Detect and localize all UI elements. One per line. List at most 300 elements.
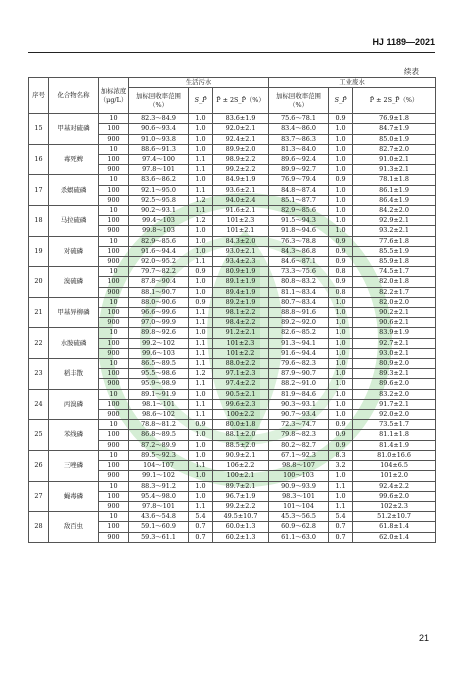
cell-mean-sd: 84.2±2.0 — [353, 206, 436, 216]
cell-recovery-range: 92.5～95.8 — [129, 195, 189, 205]
cell-spike: 900 — [99, 195, 129, 205]
cell-spike: 10 — [99, 175, 129, 185]
cell-recovery-range: 81.3～84.0 — [269, 144, 329, 154]
cell-mean-sd: 90.5±2.1 — [213, 389, 269, 399]
cell-compound: 溴硫磷 — [49, 267, 99, 298]
cell-spike: 900 — [99, 226, 129, 236]
cell-sd: 1.0 — [189, 491, 213, 501]
cell-sd: 1.1 — [189, 338, 213, 348]
cell-recovery-range: 92.1～95.0 — [129, 185, 189, 195]
cell-sd: 1.0 — [189, 144, 213, 154]
cell-spike: 900 — [99, 257, 129, 267]
cell-mean-sd: 92.9±2.1 — [353, 216, 436, 226]
cell-spike: 100 — [99, 461, 129, 471]
cell-sd: 0.9 — [189, 420, 213, 430]
table-row — [29, 206, 436, 216]
table-row — [29, 481, 436, 491]
cell-mean-sd: 82.0±1.8 — [353, 277, 436, 287]
cell-recovery-range: 91.3～94.1 — [269, 338, 329, 348]
cell-sd: 0.8 — [329, 287, 353, 297]
cell-mean-sd: 85.9±1.8 — [353, 257, 436, 267]
cell-mean-sd: 85.0±1.9 — [353, 134, 436, 144]
cell-compound: 蝇毒磷 — [49, 481, 99, 512]
header-sd: S_P̄ — [189, 88, 213, 114]
cell-recovery-range: 88.3～91.2 — [129, 481, 189, 491]
cell-sd: 1.0 — [329, 155, 353, 165]
cell-recovery-range: 84.3～86.8 — [269, 246, 329, 256]
table-row — [29, 144, 436, 154]
cell-sd: 5.4 — [329, 512, 353, 522]
cell-mean-sd: 98.4±2.2 — [213, 318, 269, 328]
cell-sd: 1.0 — [189, 389, 213, 399]
cell-mean-sd: 85.5±1.9 — [353, 246, 436, 256]
cell-recovery-range: 80.8～83.2 — [269, 277, 329, 287]
cell-spike: 100 — [99, 399, 129, 409]
cell-spike: 100 — [99, 155, 129, 165]
cell-recovery-range: 87.9～90.7 — [269, 369, 329, 379]
cell-recovery-range: 91.0～93.8 — [129, 134, 189, 144]
cell-spike: 10 — [99, 297, 129, 307]
table-row — [29, 267, 436, 277]
cell-sd: 0.9 — [329, 420, 353, 430]
header-industrial: 工业废水 — [269, 78, 436, 88]
cell-seq: 20 — [29, 267, 49, 298]
cell-mean-sd: 90.6±2.1 — [353, 318, 436, 328]
header-seq: 序号 — [29, 78, 49, 114]
cell-recovery-range: 90.3～93.1 — [269, 399, 329, 409]
cell-compound: 马拉硫磷 — [49, 206, 99, 237]
cell-recovery-range: 67.1～92.3 — [269, 450, 329, 460]
cell-recovery-range: 98.8～107 — [269, 461, 329, 471]
cell-recovery-range: 90.2～93.1 — [129, 206, 189, 216]
cell-mean-sd: 88.0±2.2 — [213, 359, 269, 369]
cell-spike: 900 — [99, 532, 129, 542]
cell-sd: 1.2 — [189, 195, 213, 205]
cell-mean-sd: 97.4±2.2 — [213, 379, 269, 389]
cell-sd: 1.1 — [189, 257, 213, 267]
cell-recovery-range: 88.8～91.6 — [269, 308, 329, 318]
table-row — [29, 450, 436, 460]
cell-mean-sd: 80.9±2.0 — [353, 359, 436, 369]
cell-recovery-range: 88.0～90.6 — [129, 297, 189, 307]
cell-mean-sd: 93.4±2.3 — [213, 257, 269, 267]
cell-sd: 0.9 — [189, 297, 213, 307]
cell-compound: 甲基对硫磷 — [49, 114, 99, 145]
cell-sd: 1.0 — [329, 195, 353, 205]
cell-spike: 900 — [99, 440, 129, 450]
cell-sd: 1.0 — [329, 338, 353, 348]
cell-recovery-range: 96.6～99.6 — [129, 308, 189, 318]
cell-sd: 1.0 — [329, 297, 353, 307]
cell-spike: 900 — [99, 165, 129, 175]
cell-recovery-range: 59.3～61.1 — [129, 532, 189, 542]
cell-recovery-range: 99.1～102 — [129, 471, 189, 481]
cell-sd: 0.9 — [329, 257, 353, 267]
cell-mean-sd: 78.1±1.8 — [353, 175, 436, 185]
cell-seq: 24 — [29, 389, 49, 420]
cell-sd: 0.9 — [329, 277, 353, 287]
cell-sd: 1.0 — [329, 379, 353, 389]
cell-mean-sd: 83.2±2.0 — [353, 389, 436, 399]
cell-sd: 1.1 — [189, 359, 213, 369]
cell-seq: 23 — [29, 359, 49, 390]
cell-sd: 1.0 — [329, 491, 353, 501]
cell-sd: 1.0 — [329, 318, 353, 328]
cell-sd: 1.0 — [329, 399, 353, 409]
cell-spike: 100 — [99, 124, 129, 134]
cell-mean-sd: 93.2±2.1 — [353, 226, 436, 236]
continuation-label: 续表 — [404, 67, 419, 76]
cell-recovery-range: 95.4～98.0 — [129, 491, 189, 501]
cell-mean-sd: 89.2±1.9 — [213, 297, 269, 307]
cell-mean-sd: 51.2±10.7 — [353, 512, 436, 522]
cell-recovery-range: 101～104 — [269, 501, 329, 511]
cell-sd: 1.0 — [189, 450, 213, 460]
cell-mean-sd: 90.9±2.1 — [213, 450, 269, 460]
cell-recovery-range: 95.9～98.9 — [129, 379, 189, 389]
cell-mean-sd: 96.7±1.9 — [213, 491, 269, 501]
cell-recovery-range: 85.1～87.7 — [269, 195, 329, 205]
cell-seq: 16 — [29, 144, 49, 175]
cell-mean-sd: 82.7±2.0 — [353, 144, 436, 154]
cell-sd: 1.0 — [189, 124, 213, 134]
cell-spike: 900 — [99, 471, 129, 481]
cell-mean-sd: 92.7±2.1 — [353, 338, 436, 348]
cell-seq: 27 — [29, 481, 49, 512]
cell-mean-sd: 84.9±1.9 — [213, 175, 269, 185]
cell-recovery-range: 97.0～99.9 — [129, 318, 189, 328]
cell-spike: 100 — [99, 216, 129, 226]
cell-sd: 1.0 — [189, 430, 213, 440]
cell-mean-sd: 74.5±1.7 — [353, 267, 436, 277]
cell-mean-sd: 81.4±1.9 — [353, 440, 436, 450]
cell-sd: 1.1 — [189, 185, 213, 195]
cell-recovery-range: 98.1～101 — [129, 399, 189, 409]
cell-spike: 100 — [99, 430, 129, 440]
cell-sd: 0.9 — [329, 440, 353, 450]
cell-sd: 1.0 — [189, 481, 213, 491]
header-spike: 加标浓度（μg/L） — [99, 78, 129, 114]
cell-sd: 1.1 — [189, 206, 213, 216]
cell-sd: 1.0 — [329, 348, 353, 358]
cell-mean-sd: 101±2.1 — [213, 226, 269, 236]
cell-recovery-range: 88.6～91.3 — [129, 144, 189, 154]
header-recovery-range: 加标回收率范围（%） — [129, 88, 189, 114]
cell-recovery-range: 90.9～93.9 — [269, 481, 329, 491]
cell-recovery-range: 59.1～60.9 — [129, 522, 189, 532]
cell-mean-sd: 89.7±2.1 — [213, 481, 269, 491]
cell-seq: 26 — [29, 450, 49, 481]
cell-mean-sd: 89.3±2.1 — [353, 369, 436, 379]
cell-recovery-range: 97.8～101 — [129, 165, 189, 175]
cell-mean-sd: 86.1±1.9 — [353, 185, 436, 195]
cell-spike: 100 — [99, 522, 129, 532]
cell-sd: 1.0 — [189, 134, 213, 144]
cell-recovery-range: 104～107 — [129, 461, 189, 471]
cell-sd: 1.1 — [189, 399, 213, 409]
cell-recovery-range: 83.7～86.3 — [269, 134, 329, 144]
cell-recovery-range: 99.4～103 — [129, 216, 189, 226]
table-header-row — [29, 78, 436, 88]
recovery-table — [28, 77, 436, 543]
cell-mean-sd: 49.5±10.7 — [213, 512, 269, 522]
cell-sd: 1.0 — [329, 185, 353, 195]
cell-mean-sd: 80.0±1.8 — [213, 420, 269, 430]
cell-spike: 10 — [99, 450, 129, 460]
cell-mean-sd: 88.1±2.0 — [213, 430, 269, 440]
cell-mean-sd: 81.0±16.6 — [353, 450, 436, 460]
cell-spike: 10 — [99, 144, 129, 154]
cell-sd: 1.0 — [189, 440, 213, 450]
cell-sd: 1.0 — [329, 226, 353, 236]
cell-spike: 10 — [99, 389, 129, 399]
cell-mean-sd: 84.3±2.0 — [213, 236, 269, 246]
cell-recovery-range: 84.6～87.1 — [269, 257, 329, 267]
cell-sd: 1.1 — [189, 501, 213, 511]
cell-recovery-range: 83.4～86.0 — [269, 124, 329, 134]
cell-mean-sd: 99.2±2.2 — [213, 165, 269, 175]
cell-recovery-range: 84.8～87.4 — [269, 185, 329, 195]
cell-mean-sd: 97.1±2.3 — [213, 369, 269, 379]
cell-sd: 1.0 — [189, 246, 213, 256]
cell-recovery-range: 92.0～95.2 — [129, 257, 189, 267]
cell-recovery-range: 79.7～82.2 — [129, 267, 189, 277]
cell-mean-sd: 82.0±2.0 — [353, 297, 436, 307]
cell-sd: 1.0 — [329, 124, 353, 134]
table-row — [29, 420, 436, 430]
cell-seq: 17 — [29, 175, 49, 206]
cell-recovery-range: 89.1～91.9 — [129, 389, 189, 399]
cell-seq: 25 — [29, 420, 49, 451]
cell-recovery-range: 87.2～89.9 — [129, 440, 189, 450]
cell-recovery-range: 99.8～103 — [129, 226, 189, 236]
cell-mean-sd: 99.6±2.3 — [213, 399, 269, 409]
cell-recovery-range: 99.2～102 — [129, 338, 189, 348]
cell-sd: 1.0 — [329, 369, 353, 379]
cell-sd: 1.1 — [189, 155, 213, 165]
cell-sd: 1.0 — [189, 328, 213, 338]
cell-sd: 1.0 — [329, 359, 353, 369]
cell-sd: 1.1 — [189, 461, 213, 471]
cell-spike: 100 — [99, 277, 129, 287]
cell-recovery-range: 86.8～89.5 — [129, 430, 189, 440]
cell-mean-sd: 60.2±1.3 — [213, 532, 269, 542]
header-domestic: 生活污水 — [129, 78, 269, 88]
cell-compound: 毒死蜱 — [49, 144, 99, 175]
cell-recovery-range: 78.8～81.2 — [129, 420, 189, 430]
cell-spike: 100 — [99, 369, 129, 379]
cell-sd: 1.0 — [329, 328, 353, 338]
cell-mean-sd: 101±2.3 — [213, 216, 269, 226]
cell-spike: 10 — [99, 359, 129, 369]
cell-recovery-range: 89.5～92.3 — [129, 450, 189, 460]
cell-mean-sd: 102±2.3 — [353, 501, 436, 511]
cell-recovery-range: 95.5～98.6 — [129, 369, 189, 379]
cell-spike: 10 — [99, 328, 129, 338]
cell-mean-sd: 101±2.0 — [353, 471, 436, 481]
cell-sd: 1.1 — [329, 501, 353, 511]
cell-spike: 10 — [99, 206, 129, 216]
cell-seq: 18 — [29, 206, 49, 237]
table-row — [29, 359, 436, 369]
cell-mean-sd: 60.0±1.3 — [213, 522, 269, 532]
cell-recovery-range: 88.1～90.7 — [129, 287, 189, 297]
cell-recovery-range: 82.9～85.6 — [269, 206, 329, 216]
cell-recovery-range: 87.8～90.4 — [129, 277, 189, 287]
cell-sd: 1.0 — [329, 308, 353, 318]
cell-sd: 1.0 — [189, 277, 213, 287]
cell-spike: 900 — [99, 348, 129, 358]
header-recovery-range: 加标回收率范围（%） — [269, 88, 329, 114]
cell-recovery-range: 88.2～91.0 — [269, 379, 329, 389]
cell-recovery-range: 100～103 — [269, 471, 329, 481]
cell-recovery-range: 82.9～85.6 — [129, 236, 189, 246]
cell-recovery-range: 79.8～82.3 — [269, 430, 329, 440]
table-row — [29, 328, 436, 338]
table-row — [29, 389, 436, 399]
cell-compound: 水胺硫磷 — [49, 328, 99, 359]
cell-spike: 100 — [99, 185, 129, 195]
table-row — [29, 175, 436, 185]
cell-seq: 28 — [29, 512, 49, 543]
cell-sd: 8.3 — [329, 450, 353, 460]
cell-sd: 1.0 — [189, 236, 213, 246]
header-rule — [28, 52, 435, 53]
cell-recovery-range: 98.3～101 — [269, 491, 329, 501]
cell-recovery-range: 89.2～92.0 — [269, 318, 329, 328]
cell-sd: 1.0 — [329, 144, 353, 154]
cell-compound: 甲基异柳磷 — [49, 297, 99, 328]
cell-sd: 1.1 — [329, 481, 353, 491]
cell-mean-sd: 84.7±1.9 — [353, 124, 436, 134]
cell-sd: 1.0 — [189, 287, 213, 297]
cell-mean-sd: 92.4±2.2 — [353, 481, 436, 491]
cell-recovery-range: 89.8～92.6 — [129, 328, 189, 338]
cell-sd: 1.1 — [189, 318, 213, 328]
cell-sd: 1.0 — [329, 165, 353, 175]
cell-sd: 1.2 — [189, 216, 213, 226]
cell-compound: 杀螟硫磷 — [49, 175, 99, 206]
cell-mean-sd: 83.9±1.9 — [353, 328, 436, 338]
cell-recovery-range: 82.6～85.2 — [269, 328, 329, 338]
cell-mean-sd: 77.6±1.8 — [353, 236, 436, 246]
cell-sd: 1.0 — [189, 114, 213, 124]
cell-seq: 15 — [29, 114, 49, 145]
cell-mean-sd: 80.9±1.9 — [213, 267, 269, 277]
cell-recovery-range: 90.7～93.4 — [269, 410, 329, 420]
cell-sd: 0.7 — [329, 522, 353, 532]
header-mean-sd: P̄ ± 2S_P̄（%） — [353, 88, 436, 114]
cell-recovery-range: 91.8～94.6 — [269, 226, 329, 236]
cell-compound: 丙溴磷 — [49, 389, 99, 420]
cell-spike: 10 — [99, 420, 129, 430]
cell-recovery-range: 81.1～83.4 — [269, 287, 329, 297]
cell-spike: 100 — [99, 491, 129, 501]
cell-mean-sd: 92.0±2.0 — [353, 410, 436, 420]
cell-spike: 900 — [99, 410, 129, 420]
cell-compound: 稻丰散 — [49, 359, 99, 390]
cell-spike: 900 — [99, 379, 129, 389]
cell-spike: 10 — [99, 236, 129, 246]
document-code: HJ 1189—2021 — [372, 37, 435, 47]
cell-recovery-range: 61.1～63.0 — [269, 532, 329, 542]
cell-recovery-range: 76.3～78.8 — [269, 236, 329, 246]
header-mean-sd: P̄ ± 2S_P̄（%） — [213, 88, 269, 114]
cell-mean-sd: 94.0±2.4 — [213, 195, 269, 205]
cell-recovery-range: 76.9～79.4 — [269, 175, 329, 185]
cell-sd: 1.0 — [189, 471, 213, 481]
cell-recovery-range: 80.2～82.7 — [269, 440, 329, 450]
cell-recovery-range: 91.6～94.4 — [269, 348, 329, 358]
cell-mean-sd: 88.5±2.0 — [213, 440, 269, 450]
cell-sd: 1.0 — [329, 410, 353, 420]
cell-sd: 0.7 — [189, 522, 213, 532]
table-row — [29, 236, 436, 246]
cell-compound: 敌百虫 — [49, 512, 99, 543]
cell-recovery-range: 60.9～62.8 — [269, 522, 329, 532]
cell-recovery-range: 79.6～82.3 — [269, 359, 329, 369]
cell-mean-sd: 91.2±2.1 — [213, 328, 269, 338]
cell-mean-sd: 100±2.1 — [213, 471, 269, 481]
cell-sd: 0.8 — [329, 267, 353, 277]
cell-spike: 100 — [99, 246, 129, 256]
cell-mean-sd: 93.0±2.1 — [353, 348, 436, 358]
cell-sd: 0.9 — [329, 114, 353, 124]
cell-recovery-range: 45.3～56.5 — [269, 512, 329, 522]
cell-mean-sd: 89.4±1.9 — [213, 287, 269, 297]
cell-recovery-range: 97.8～101 — [129, 501, 189, 511]
cell-mean-sd: 93.0±2.1 — [213, 246, 269, 256]
cell-sd: 1.0 — [189, 226, 213, 236]
cell-mean-sd: 92.4±2.1 — [213, 134, 269, 144]
cell-recovery-range: 89.9～92.7 — [269, 165, 329, 175]
cell-seq: 22 — [29, 328, 49, 359]
cell-spike: 10 — [99, 481, 129, 491]
cell-recovery-range: 72.3～74.7 — [269, 420, 329, 430]
cell-spike: 10 — [99, 114, 129, 124]
cell-mean-sd: 100±2.2 — [213, 410, 269, 420]
table-row — [29, 114, 436, 124]
cell-sd: 1.1 — [189, 348, 213, 358]
cell-mean-sd: 98.9±2.2 — [213, 155, 269, 165]
cell-mean-sd: 99.2±2.2 — [213, 501, 269, 511]
cell-spike: 100 — [99, 338, 129, 348]
cell-mean-sd: 99.6±2.0 — [353, 491, 436, 501]
cell-mean-sd: 101±2.3 — [213, 338, 269, 348]
cell-recovery-range: 73.3～75.6 — [269, 267, 329, 277]
cell-recovery-range: 91.6～94.4 — [129, 246, 189, 256]
cell-sd: 1.0 — [329, 389, 353, 399]
cell-mean-sd: 91.3±2.1 — [353, 165, 436, 175]
cell-spike: 10 — [99, 512, 129, 522]
cell-sd: 3.2 — [329, 461, 353, 471]
cell-mean-sd: 81.1±1.8 — [353, 430, 436, 440]
cell-mean-sd: 91.7±2.1 — [353, 399, 436, 409]
cell-recovery-range: 90.6～93.4 — [129, 124, 189, 134]
cell-mean-sd: 82.2±1.7 — [353, 287, 436, 297]
header-sd: S_P̄ — [329, 88, 353, 114]
cell-sd: 1.2 — [189, 369, 213, 379]
cell-mean-sd: 61.8±1.4 — [353, 522, 436, 532]
cell-mean-sd: 89.9±2.0 — [213, 144, 269, 154]
cell-seq: 21 — [29, 297, 49, 328]
cell-mean-sd: 93.6±2.1 — [213, 185, 269, 195]
cell-mean-sd: 104±6.5 — [353, 461, 436, 471]
cell-sd: 0.9 — [189, 267, 213, 277]
cell-recovery-range: 98.6～102 — [129, 410, 189, 420]
cell-mean-sd: 91.0±2.1 — [353, 155, 436, 165]
cell-mean-sd: 90.2±2.1 — [353, 308, 436, 318]
